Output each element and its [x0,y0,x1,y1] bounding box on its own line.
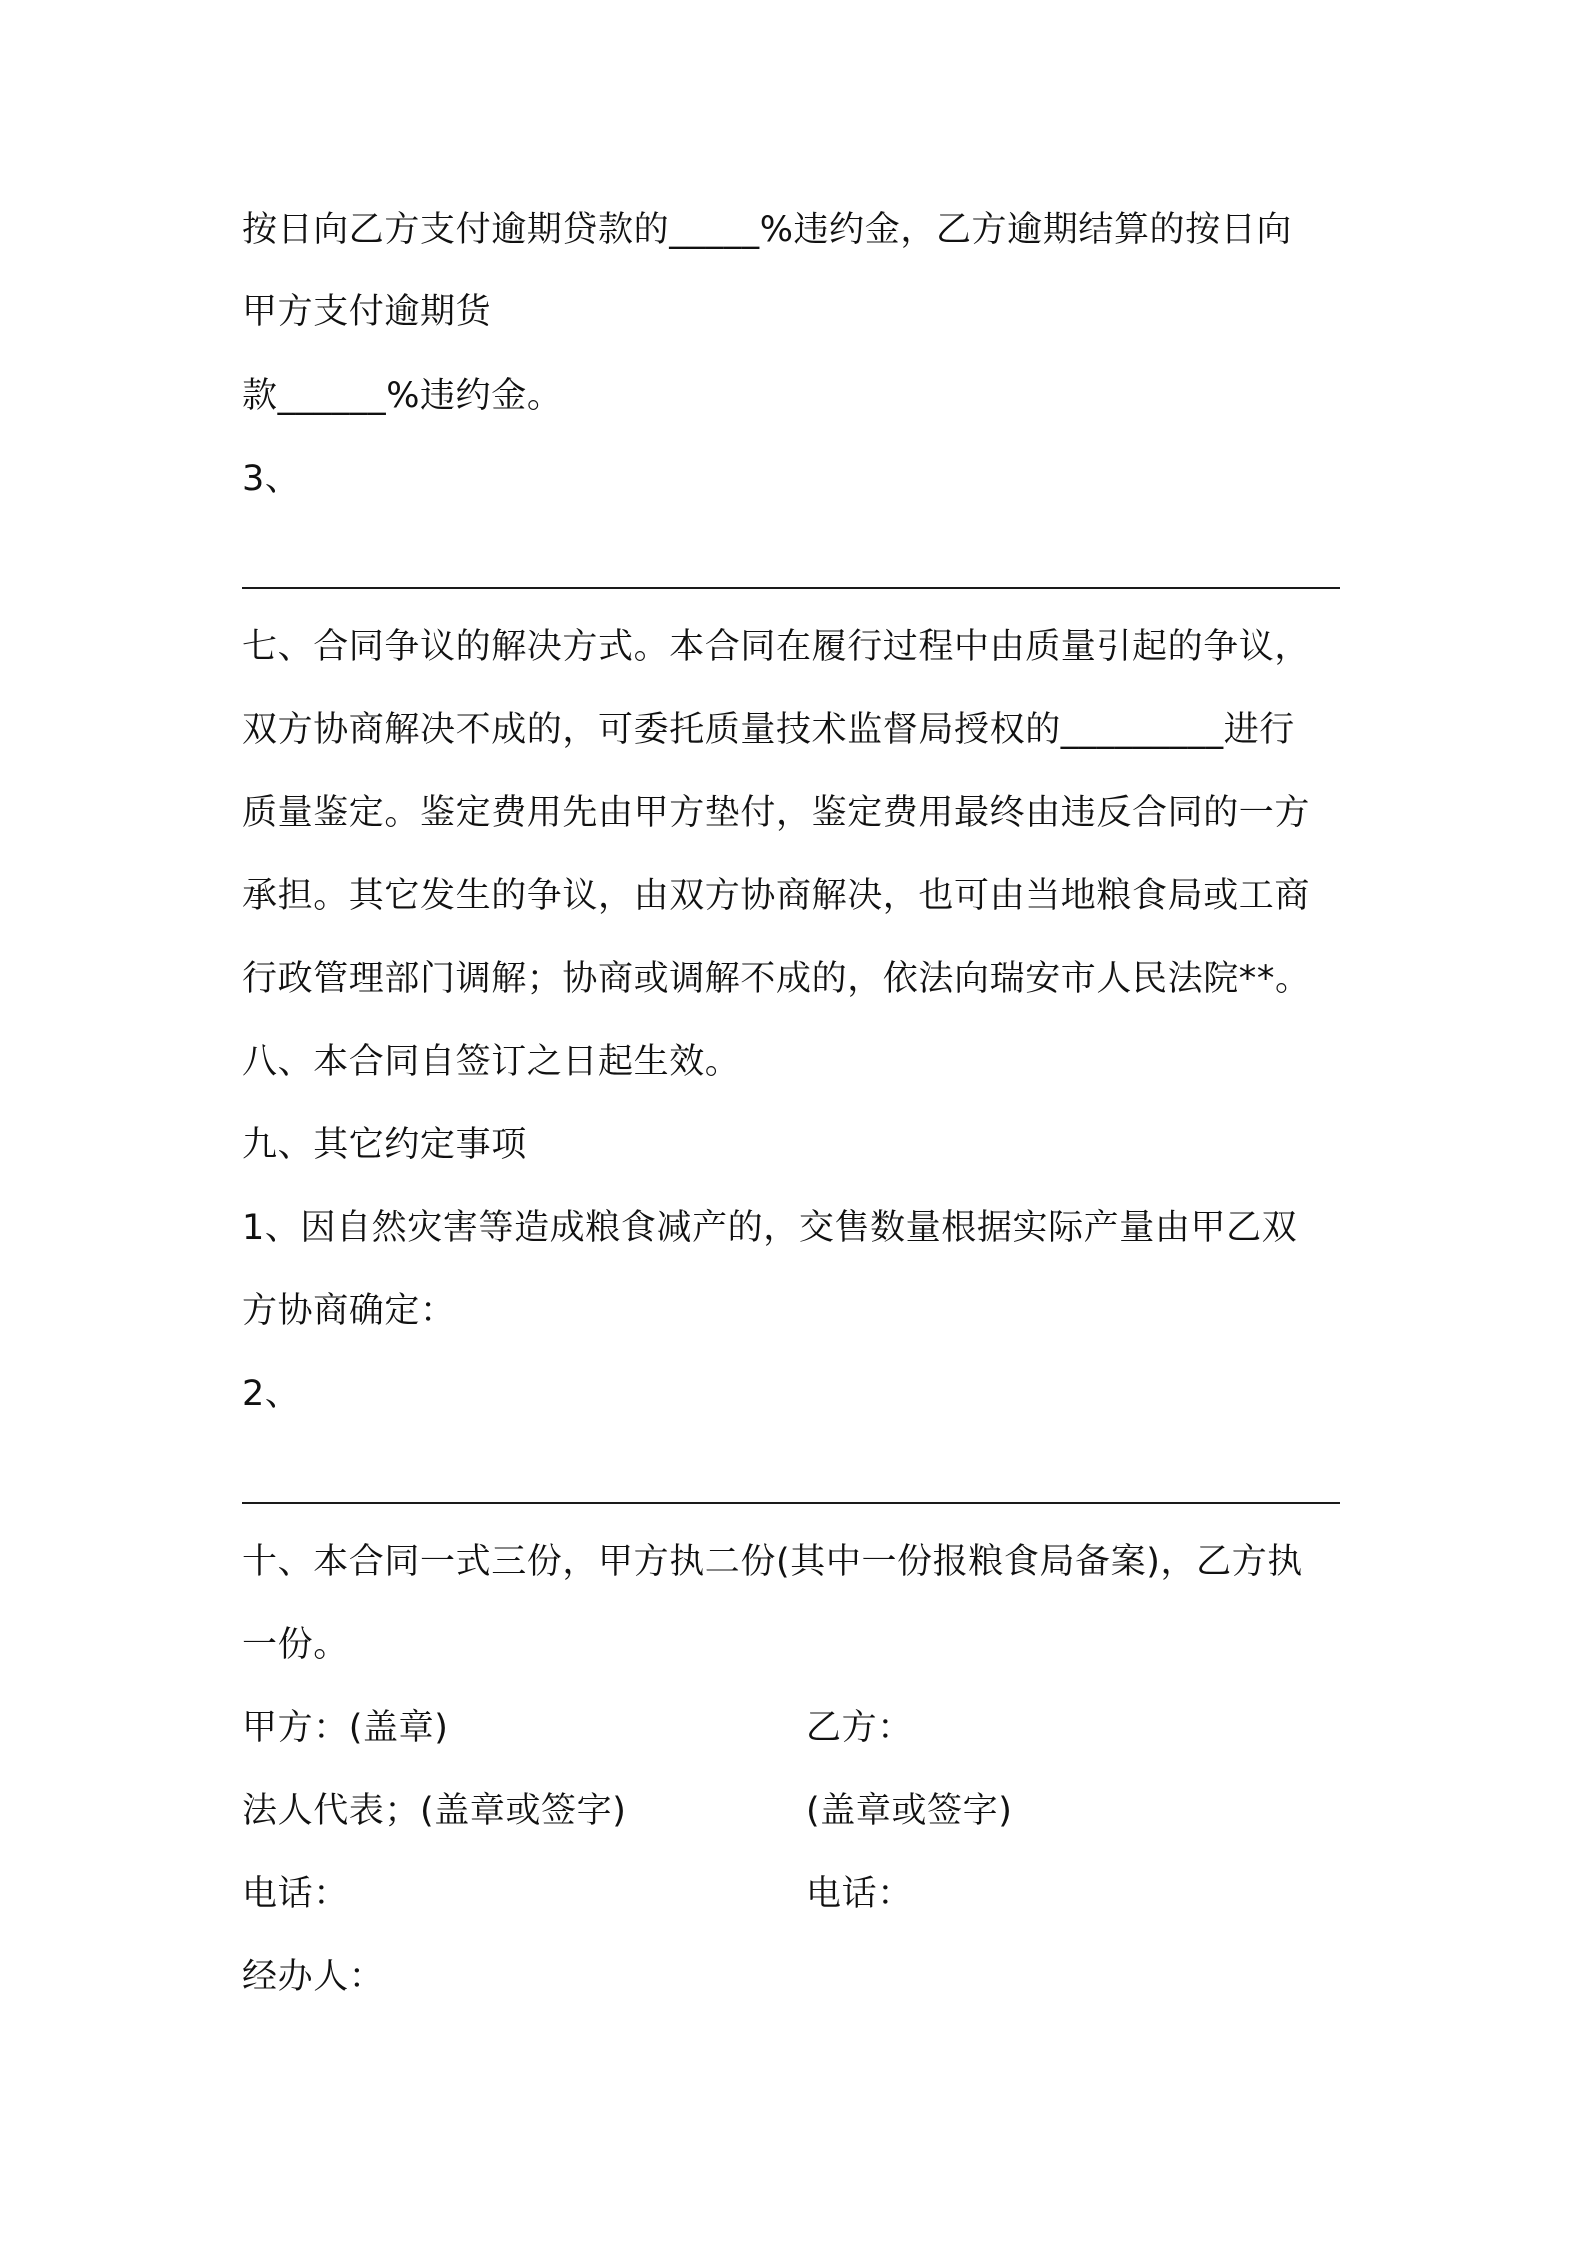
text-line: 七、合同争议的解决方式。本合同在履行过程中由质量引起的争议， [242,627,1311,667]
party-a-label: 甲方：(盖章) [242,1708,449,1748]
text-line: 3、 [242,459,301,499]
text-line: 承担。其它发生的争议，由双方协商解决，也可由当地粮食局或工商 [242,876,1311,916]
text-line: 九、其它约定事项 [242,1125,527,1165]
text-line: 一份。 [242,1625,349,1665]
text-line: 甲方支付逾期货 [242,292,492,332]
text-line: 行政管理部门调解；协商或调解不成的，依法向瑞安市人民法院**。 [242,959,1311,999]
text-line: 八、本合同自签订之日起生效。 [242,1042,741,1082]
blank-fill-line [242,587,1340,589]
text-line: 十、本合同一式三份，甲方执二份(其中一份报粮食局备案)，乙方执 [242,1542,1303,1582]
party-b-sign-label: (盖章或签字) [806,1791,1013,1831]
text-line: 1、因自然灾害等造成粮食减产的，交售数量根据实际产量由甲乙双 [242,1208,1298,1248]
text-line: 方协商确定： [242,1291,456,1331]
text-line: 双方协商解决不成的，可委托质量技术监督局授权的_________进行 [242,710,1295,750]
phone-a-label: 电话： [242,1874,349,1914]
text-line: 款______%违约金。 [242,376,563,416]
text-line: 2、 [242,1374,301,1414]
text-line: 按日向乙方支付逾期贷款的_____%违约金，乙方逾期结算的按日向 [242,210,1292,250]
blank-fill-line [242,1502,1340,1504]
legal-rep-label: 法人代表；(盖章或签字) [242,1791,627,1831]
handler-label: 经办人： [242,1957,385,1997]
phone-b-label: 电话： [806,1874,913,1914]
text-line: 质量鉴定。鉴定费用先由甲方垫付，鉴定费用最终由违反合同的一方 [242,793,1311,833]
party-b-label: 乙方： [806,1708,913,1748]
